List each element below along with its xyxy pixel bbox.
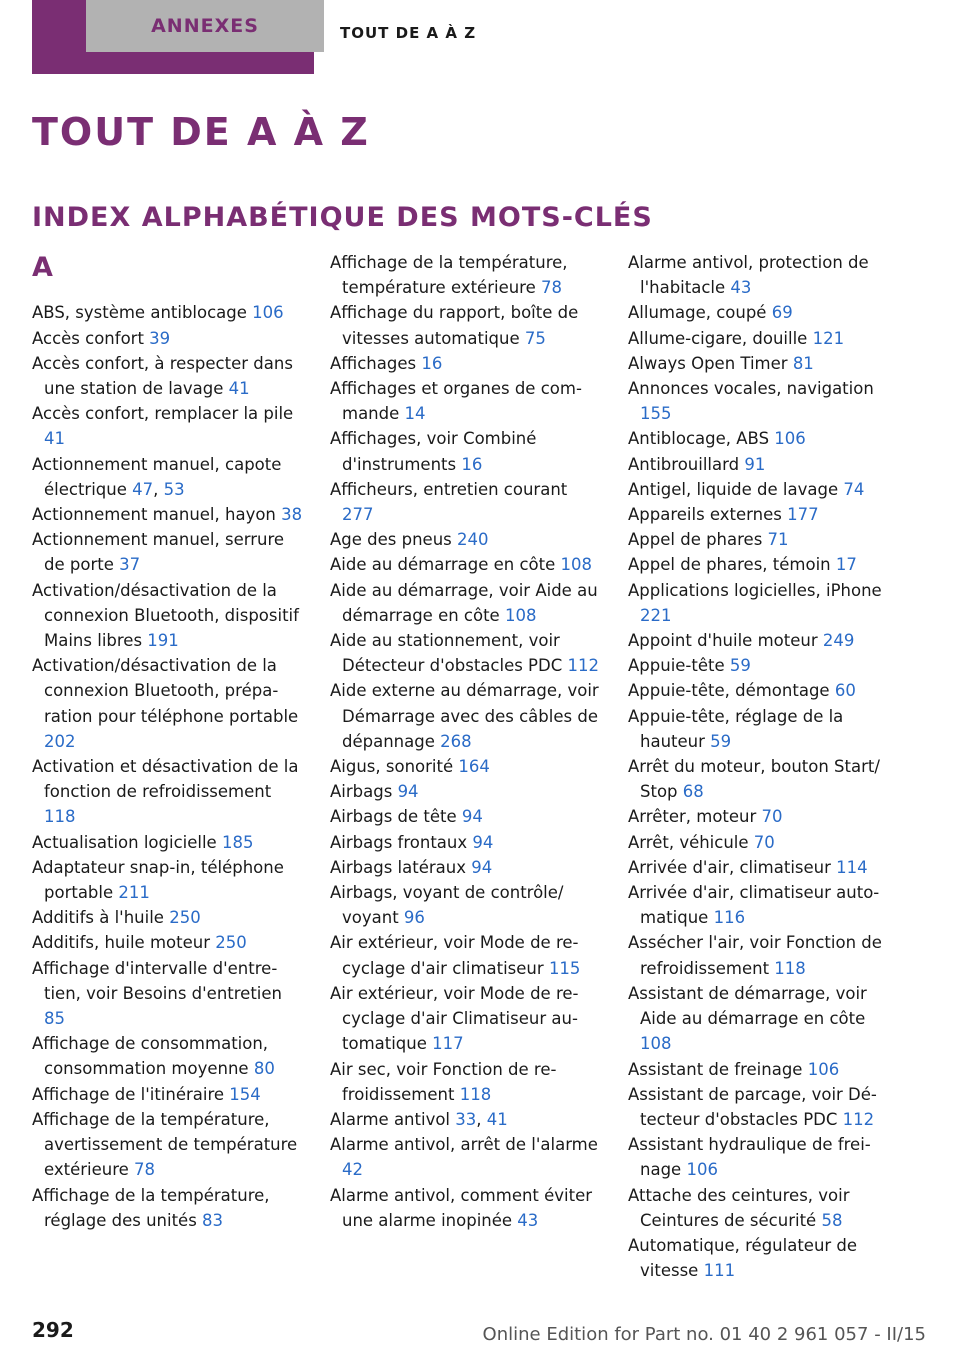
page-reference-link[interactable]: 70: [753, 832, 775, 852]
index-entry: [628, 855, 900, 880]
index-entry: [32, 1082, 304, 1107]
index-entry: [330, 578, 602, 628]
index-entry-text: Accès confort: [32, 328, 144, 348]
page-reference-link[interactable]: 108: [640, 1034, 672, 1054]
index-entry: [628, 754, 900, 804]
page-reference-link[interactable]: 106: [774, 429, 806, 449]
index-entry: [32, 578, 304, 654]
index-entry-text: Age des pneus: [330, 530, 452, 550]
index-entry-text: Airbags, voyant de contrôle/ voyant: [330, 883, 564, 928]
page-reference-link[interactable]: 59: [710, 731, 732, 751]
index-entry-text: Affichage d'intervalle d'entretien, voir Besoins d'entretien: [32, 958, 282, 1003]
page-reference-link[interactable]: 240: [457, 530, 489, 550]
index-entry-text: Affichages et organes de commande: [330, 379, 582, 424]
index-column-3: [628, 250, 900, 1283]
page-reference-link[interactable]: 74: [843, 479, 865, 499]
page-reference-link[interactable]: 118: [44, 807, 76, 827]
index-entry-text: Affichage de l'itinéraire: [32, 1084, 225, 1104]
index-entry-text: Applications logicielles, iPhone: [628, 580, 882, 600]
index-entry-text: Additifs, huile moteur: [32, 933, 210, 953]
index-entry-text: Arrêt du moteur, bouton Start/ Stop: [628, 757, 880, 802]
index-entry: [628, 678, 900, 703]
index-entry: [628, 552, 900, 577]
index-entry: [330, 1183, 602, 1233]
page-reference-link[interactable]: 118: [459, 1084, 492, 1104]
index-entry: [32, 300, 304, 325]
page-reference-link[interactable]: 250: [169, 908, 201, 928]
page-reference-link[interactable]: 70: [761, 807, 783, 827]
index-entry-text: Assistant de freinage: [628, 1059, 803, 1079]
index-entry: [628, 704, 900, 754]
page-reference-link[interactable]: 37: [119, 555, 141, 575]
index-entry-text: Aide au démarrage en côte: [330, 555, 556, 575]
page-reference-link[interactable]: 69: [771, 303, 793, 323]
index-entry-text: Additifs à l'huile: [32, 908, 164, 928]
page-reference-link[interactable]: 16: [421, 353, 443, 373]
index-entry: [330, 930, 602, 980]
index-entry: [32, 905, 304, 930]
index-entry: [330, 1057, 602, 1107]
page-reference-link[interactable]: 53: [163, 479, 185, 499]
index-entry-text: Arrêt, véhicule: [628, 832, 749, 852]
page-reference-link[interactable]: 191: [147, 631, 179, 651]
index-entry-text: Arrêter, moteur: [628, 807, 757, 827]
index-entry-text: Activation et désactivation de la fonction de refroidissement: [32, 757, 299, 802]
page-reference-link[interactable]: 41: [228, 379, 250, 398]
page-reference-link[interactable]: 94: [471, 857, 493, 877]
page-number: 292: [32, 1318, 74, 1342]
index-entry: [628, 502, 900, 527]
index-entry: [32, 326, 304, 351]
index-entry: [32, 401, 304, 451]
index-entry-text: Appoint d'huile moteur: [628, 631, 818, 651]
index-entry: Actionnement manuel, capote électrique 47, 53: [32, 454, 282, 499]
index-entry: [330, 779, 602, 804]
index-entry: [628, 628, 900, 653]
index-entry-text: Airbags frontaux: [330, 832, 468, 852]
index-entry-text: Allume-cigare, douille: [628, 328, 808, 348]
index-entry-text: Airbags latéraux: [330, 857, 466, 877]
page-reference-link[interactable]: 185: [221, 832, 254, 852]
index-entry-text: Activation/désactivation de la connexion Bluetooth, dispositif Mains libres: [32, 580, 299, 651]
page-reference-link[interactable]: 83: [202, 1210, 224, 1230]
index-entry-text: Airbags: [330, 782, 393, 802]
index-column-1: [32, 250, 304, 1233]
section-title: INDEX ALPHABÉTIQUE DES MOTS-CLÉS: [32, 202, 653, 233]
index-entry-text: Affichages, voir Combiné d'instruments: [330, 429, 537, 474]
page-reference-link[interactable]: 268: [440, 731, 472, 751]
page-title: TOUT DE A À Z: [32, 110, 370, 154]
index-entry: [32, 1183, 304, 1233]
index-entry: [32, 351, 304, 401]
index-entry-text: Assécher l'air, voir Fonction de refroidissement: [628, 933, 882, 978]
index-entry-text: Appel de phares: [628, 530, 763, 550]
page-reference-link[interactable]: 47: [132, 479, 154, 499]
page-reference-link[interactable]: 71: [767, 530, 789, 550]
index-entry-text: Antigel, liquide de lavage: [628, 479, 839, 499]
index-entry-text: Affichage de consommation, consommation moyenne: [32, 1034, 269, 1079]
index-entry-text: Alarme antivol, arrêt de l'alarme: [330, 1135, 598, 1155]
index-entry-text: Annonces vocales, navigation: [628, 379, 874, 399]
page-reference-link[interactable]: 112: [842, 1109, 875, 1129]
index-entry: [628, 578, 900, 628]
index-entry: [628, 1132, 900, 1182]
page-reference-link[interactable]: 41: [486, 1109, 508, 1129]
index-entry: [330, 351, 602, 376]
index-entry-text: Air extérieur, voir Mode de recyclage d'air Climatiseur automatique: [330, 983, 579, 1054]
page-reference-link[interactable]: 164: [458, 757, 490, 777]
index-entry-text: Accès confort, à respecter dans une station de lavage: [32, 353, 293, 398]
page-reference-link[interactable]: 59: [729, 656, 751, 676]
page-reference-link[interactable]: 108: [504, 605, 537, 625]
index-entry: [628, 300, 900, 325]
page-reference-link[interactable]: 42: [342, 1160, 363, 1180]
page-reference-link[interactable]: 80: [253, 1059, 275, 1079]
page-reference-link[interactable]: 60: [834, 681, 856, 701]
page-reference-link[interactable]: 16: [461, 454, 483, 474]
index-entry-text: Affichage de la température, température extérieure: [330, 253, 568, 298]
page-reference-link[interactable]: 75: [524, 328, 546, 348]
index-entry-text: Airbags de tête: [330, 807, 457, 827]
section-tab-annexes[interactable]: [32, 0, 314, 74]
page-reference-link[interactable]: 211: [118, 883, 150, 903]
current-chapter-label: TOUT DE A À Z: [340, 24, 477, 42]
index-entry: [628, 376, 900, 426]
index-entry: [330, 376, 602, 426]
index-entry: [628, 880, 900, 930]
index-entry-text: Actualisation logicielle: [32, 832, 217, 852]
index-column-2: [330, 250, 602, 1233]
index-entry: [628, 1057, 900, 1082]
index-entry-text: Automatique, régulateur de vitesse: [628, 1235, 858, 1281]
index-entry: [330, 426, 602, 476]
page-reference-link[interactable]: 154: [229, 1084, 261, 1104]
page-reference-link[interactable]: 68: [682, 782, 704, 802]
page-reference-link[interactable]: 116: [713, 908, 746, 928]
index-entry: [330, 628, 602, 678]
page-reference-link[interactable]: 108: [560, 555, 593, 575]
index-entry-text: Air extérieur, voir Mode de recyclage d'air climatiseur: [330, 933, 579, 978]
index-entry-text: Alarme antivol: [330, 1109, 451, 1129]
page-reference-link[interactable]: 33: [455, 1109, 477, 1129]
index-entry: [32, 1107, 304, 1183]
index-entry: [32, 502, 304, 527]
index-entry: [330, 527, 602, 552]
index-entry-text: Arrivée d'air, climatiseur automatique: [628, 883, 880, 928]
page-reference-link[interactable]: 94: [461, 807, 483, 827]
index-entry: [32, 830, 304, 855]
index-entry-text: Affichage de la température, réglage des unités: [32, 1185, 270, 1230]
index-entry: [628, 1082, 900, 1132]
index-entry: [628, 653, 900, 678]
index-entry-text: Assistant de démarrage, voir Aide au démarrage en côte: [628, 983, 867, 1029]
index-entry: [628, 426, 900, 451]
index-entry: [628, 452, 900, 477]
index-entry-text: Appareils externes: [628, 505, 782, 525]
index-entry: [32, 653, 304, 754]
index-entry-text: Affichage du rapport, boîte de vitesses automatique: [330, 303, 579, 348]
index-entry-text: Actionnement manuel, serrure de porte: [32, 530, 285, 575]
index-entry: [330, 880, 602, 930]
page-reference-link[interactable]: 38: [281, 505, 303, 525]
index-entry: [330, 1132, 602, 1182]
page-reference-link[interactable]: 78: [541, 278, 563, 298]
index-entry-text: Antibrouillard: [628, 454, 740, 474]
page-reference-link[interactable]: 39: [149, 328, 171, 348]
page-reference-link[interactable]: 177: [787, 505, 819, 525]
index-entry: [330, 754, 602, 779]
index-entry-text: Allumage, coupé: [628, 303, 767, 323]
index-entry-text: Appuie-tête: [628, 656, 725, 676]
page-reference-link[interactable]: 155: [640, 404, 672, 424]
index-entry-text: Accès confort, remplacer la pile: [32, 404, 294, 424]
index-entry-text: Antiblocage, ABS: [628, 429, 770, 449]
index-entry: Alarme antivol 33, 41: [330, 1109, 508, 1129]
index-entry-text: Activation/désactivation de la connexion Bluetooth, préparation pour téléphone portable: [32, 656, 299, 726]
index-entry: [330, 477, 602, 527]
index-letter-heading: A: [32, 252, 53, 283]
index-entry-text: Arrivée d'air, climatiseur: [628, 857, 831, 877]
page-reference-link[interactable]: 78: [134, 1160, 156, 1180]
index-entry: [32, 956, 304, 1032]
index-entry: [32, 1031, 304, 1081]
page-reference-link[interactable]: 14: [404, 404, 426, 424]
page-reference-link[interactable]: 221: [640, 605, 672, 625]
index-entry-text: Afficheurs, entretien courant: [330, 479, 568, 499]
index-entry-text: Assistant hydraulique de freinage: [628, 1135, 871, 1180]
index-entry: [330, 830, 602, 855]
index-entry-text: Actionnement manuel, hayon: [32, 505, 276, 525]
index-entry: [330, 981, 602, 1057]
page-reference-link[interactable]: 249: [822, 631, 855, 651]
page-reference-link[interactable]: 94: [397, 782, 419, 802]
index-entry-text: Affichages: [330, 353, 417, 373]
page-reference-link[interactable]: 111: [703, 1261, 736, 1281]
page-reference-link[interactable]: 58: [821, 1210, 843, 1230]
index-entry-text: Affichage de la température, avertissement de température extérieure: [32, 1109, 298, 1180]
page-reference-link[interactable]: 202: [44, 731, 76, 751]
index-entry: [330, 804, 602, 829]
index-entry: [32, 754, 304, 830]
index-entry-text: Aigus, sonorité: [330, 757, 454, 777]
page-reference-link[interactable]: 106: [807, 1059, 840, 1079]
index-entry: [628, 981, 900, 1057]
page-reference-link[interactable]: 85: [44, 1009, 65, 1029]
page-reference-link[interactable]: 114: [836, 857, 868, 877]
index-entry-text: Attache des ceintures, voir Ceintures de sécurité: [628, 1185, 850, 1230]
index-entry: [330, 300, 602, 350]
footer-edition: Online Edition for Part no. 01 40 2 961 057 - II/15: [482, 1324, 926, 1345]
index-entry: [628, 527, 900, 552]
index-entry: [330, 678, 602, 754]
index-entry-text: Adaptateur snap-in, téléphone portable: [32, 857, 284, 903]
index-entry-text: Actionnement manuel, capote électrique: [32, 454, 282, 499]
page-reference-link[interactable]: 106: [252, 303, 284, 323]
index-entry-text: Air sec, voir Fonction de refroidissement: [330, 1059, 557, 1104]
page-reference-link[interactable]: 121: [812, 328, 845, 348]
index-entry: [628, 1233, 900, 1283]
index-entry: [628, 830, 900, 855]
page-reference-link[interactable]: 43: [730, 278, 752, 298]
index-entry-text: Always Open Timer: [628, 353, 788, 373]
index-entry: [32, 855, 304, 905]
index-entry-text: ABS, système antiblocage: [32, 303, 247, 323]
index-entry: [628, 804, 900, 829]
index-entry-text: Appel de phares, témoin: [628, 555, 831, 575]
page-reference-link[interactable]: 43: [517, 1210, 539, 1230]
page-reference-link[interactable]: 94: [472, 832, 494, 852]
page-reference-link[interactable]: 117: [432, 1034, 464, 1054]
index-entry: [330, 855, 602, 880]
index-entry: [330, 552, 602, 577]
index-entry: [32, 930, 304, 955]
page-reference-link[interactable]: 118: [774, 958, 806, 978]
index-entry-text: Aide au stationnement, voir Détecteur d'obstacles PDC: [330, 631, 563, 676]
index-entry-text: Aide au démarrage, voir Aide au démarrage en côte: [330, 580, 598, 625]
page-reference-link[interactable]: 112: [567, 656, 599, 676]
index-entry: [628, 930, 900, 980]
page-reference-link[interactable]: 81: [792, 353, 814, 373]
index-entry-text: Alarme antivol, comment éviter une alarme inopinée: [330, 1185, 593, 1230]
page-reference-link[interactable]: 250: [215, 933, 247, 953]
page-reference-link[interactable]: 41: [44, 429, 65, 449]
page-reference-link[interactable]: 115: [548, 958, 581, 978]
page-reference-link[interactable]: 91: [744, 454, 766, 474]
section-tab-label: ANNEXES: [86, 0, 324, 52]
index-entry-text: Appuie-tête, réglage de la hauteur: [628, 706, 844, 751]
index-entry: [330, 250, 602, 300]
index-entry-text: Aide externe au démarrage, voir Démarrage avec des câbles de dépannage: [330, 681, 599, 751]
page-reference-link[interactable]: 106: [686, 1160, 718, 1180]
index-entry: [628, 477, 900, 502]
index-entry-text: Appuie-tête, démontage: [628, 681, 830, 701]
page-reference-link[interactable]: 17: [835, 555, 857, 575]
page-reference-link[interactable]: 277: [342, 505, 374, 525]
index-entry: [628, 250, 900, 300]
index-entry-text: Alarme antivol, protection de l'habitacle: [628, 253, 869, 298]
index-entry: [628, 1183, 900, 1233]
index-entry-text: Assistant de parcage, voir Détecteur d'obstacles PDC: [628, 1084, 877, 1129]
index-entry: [628, 326, 900, 351]
page-reference-link[interactable]: 96: [403, 908, 425, 928]
index-entry: [32, 527, 304, 577]
index-entry: [628, 351, 900, 376]
